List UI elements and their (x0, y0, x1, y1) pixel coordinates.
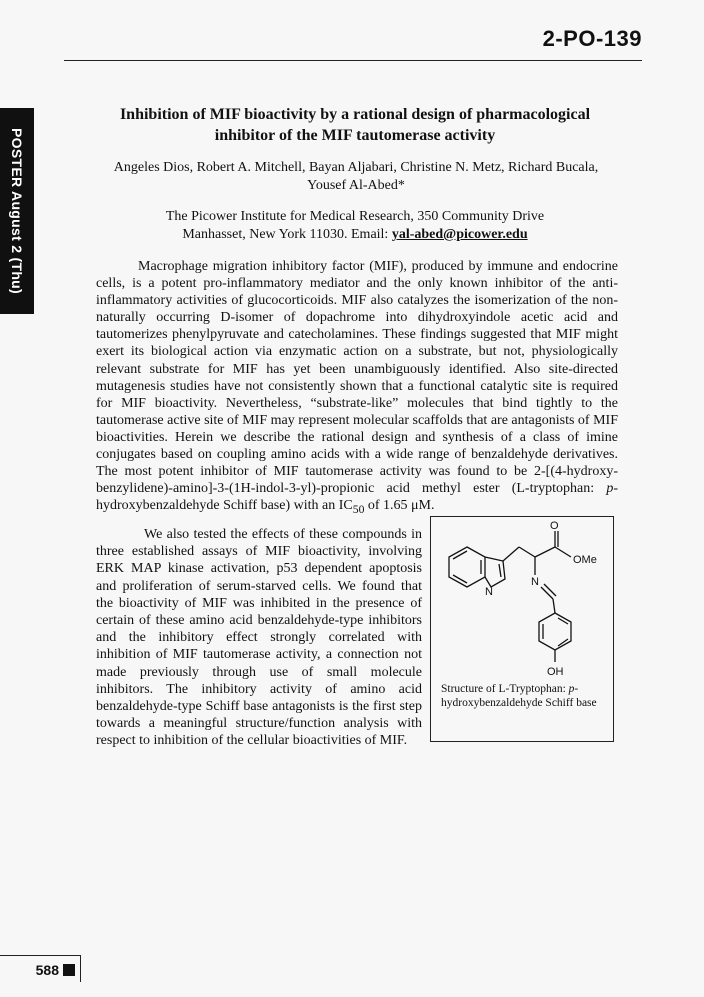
aryl-bond (553, 599, 555, 613)
side-tab-label: POSTER August 2 (Thu) (9, 128, 25, 294)
indole-benzene-ring (449, 547, 485, 587)
caption-post: -hydroxybenzaldehyde Schiff base (441, 683, 597, 709)
ch2-bond (503, 547, 519, 561)
phenol-ring (539, 613, 571, 650)
structure-figure (430, 516, 614, 742)
aromatic-bond (453, 551, 467, 559)
paper-title (90, 104, 620, 146)
molecule-bonds (449, 531, 571, 662)
carbonyl-o-label: O (550, 520, 559, 532)
affiliation-line-2: Manhasset, New York 11030. Email: (182, 227, 392, 242)
indole-pyrrole-ring (485, 557, 505, 587)
authors-line-1: Angeles Dios, Robert A. Mitchell, Bayan Aljabari, Christine N. Metz, Richard Bucala, (113, 160, 599, 175)
caption-pre: Structure of L-Tryptophan: (441, 683, 569, 695)
abstract-mid: -hydroxybenzaldehyde Schiff base) with an IC (96, 481, 618, 514)
abstract-code: 2-PO-139 (542, 26, 642, 51)
imine-double-bond-2 (544, 584, 556, 596)
page-marker-square (63, 964, 75, 976)
email-link[interactable]: yal-abed@picower.edu (391, 227, 528, 242)
authors-line-2: Yousef Al-Abed* (307, 178, 405, 193)
second-paragraph: We also tested the effects of these compounds in three established assays of MIF bioactivity, involving ERK MAP kinase activation, p53 dependent apoptosis and proliferation of serum-starved cells. We found that the bioactivity of MIF was inhibited in the presence of certain of these amino acid benzaldehyde-type inhibitors and the inhibitory effect strongly correlated with inhibition of MIF tautomerase activity, a connection not made previously through use of small molecule inhibitors. The inhibitory activity of amino acid benzaldehyde-type Schiff base antagonists is the first step towards a meaningful structure/function analysis with respect to inhibition of the cellular bioactivities of MIF. (96, 527, 422, 749)
oh-label: OH (547, 666, 564, 678)
ester-oxygen-bond (555, 547, 571, 557)
molecule-structure (431, 517, 613, 687)
imine-double-bond (541, 587, 553, 599)
side-tab (0, 108, 34, 314)
carbonyl-carbon-bond (535, 547, 555, 557)
title-line-2: inhibitor of the MIF tautomerase activity (214, 127, 496, 144)
page-number-box (0, 955, 81, 982)
affiliation (100, 208, 610, 244)
page-number: 588 (35, 962, 59, 979)
pyrrole-double-bond (499, 564, 501, 577)
header-rule (64, 60, 642, 61)
abstract-end: of 1.65 μM. (364, 498, 435, 514)
indole-n-label: N (485, 586, 493, 598)
caption-italic-p: p (568, 683, 575, 695)
aromatic-bond (453, 575, 467, 583)
title-line-1: Inhibition of MIF bioactivity by a rational design of pharmacological (119, 106, 591, 123)
ic50-subscript: 50 (352, 503, 365, 517)
figure-caption (441, 683, 607, 710)
abstract-italic-p: p (606, 481, 614, 497)
imine-n-label: N (531, 576, 539, 588)
abstract-paragraph (96, 258, 618, 518)
author-list (88, 159, 624, 195)
ome-label: OMe (573, 554, 597, 566)
alpha-bond (519, 547, 535, 557)
abstract-main: Macrophage migration inhibitory factor (MIF), produced by immune and endocrine cells, is a potent pro-inflammatory mediator and the only known inhibitor of the anti-inflammatory activities of glucocorticoids. MIF also catalyzes the isomerization of the non-naturally occurring D-isomer of dopachrome into dihydroxyindole acetic acid and tautomerizes phenylpyruvate and catecholamines. These findings suggested that MIF might exert its biological action via enzymatic action on a substrate, but not, physiologically relevant substrate for MIF has yet been unambiguously identified. Also site-directed mutagenesis studies have not consistently shown that a functional catalytic site is required for MIF bioactivity. Nevertheless, “substrate-like” molecules that bind tightly to the tautomerase active site of MIF may represent molecular scaffolds that are antagonists of MIF bioactivities. Herein we describe the rational design and synthesis of a class of imine conjugates based on coupling amino acids with a wide range of benzaldehyde derivatives. The most potent inhibitor of MIF tautomerase activity was found to be 2-[(4-hydroxy-benzylidene)-amino]-3-(1H-indol-3-yl)-propionic acid methyl ester (L-tryptophan: (96, 259, 618, 497)
affiliation-line-1: The Picower Institute for Medical Research, 350 Community Drive (165, 209, 545, 224)
